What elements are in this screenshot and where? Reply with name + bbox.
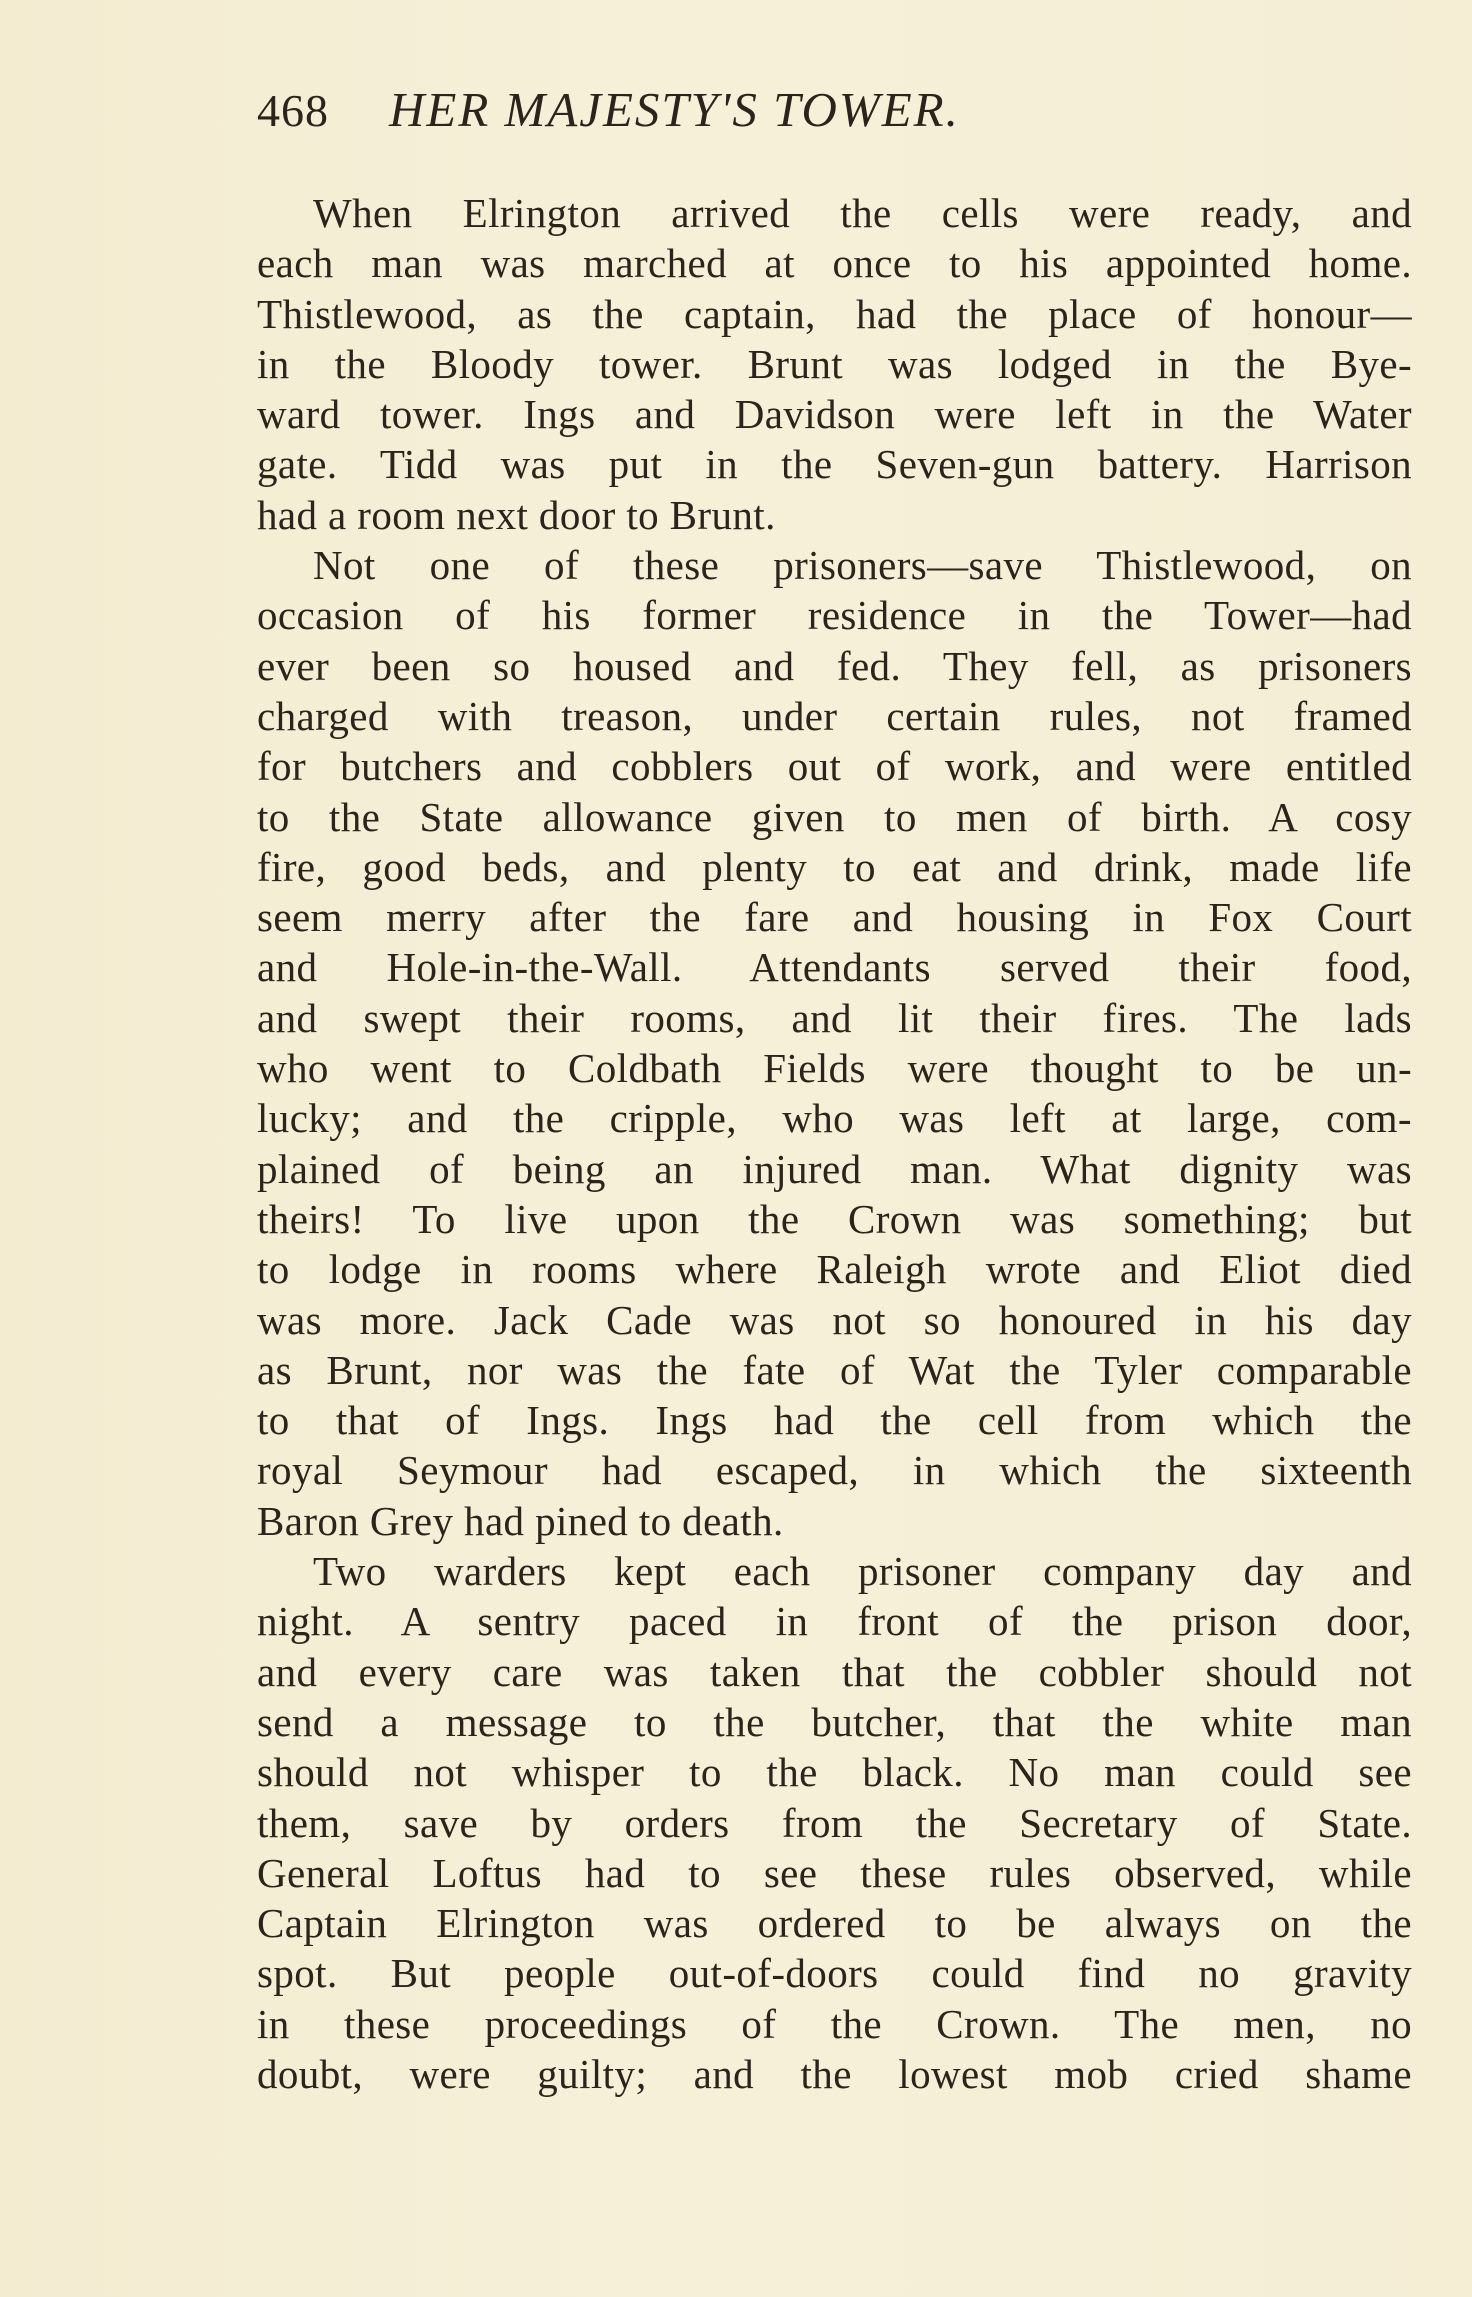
text-line: seem merry after the fare and housing in Fox Court	[257, 894, 1412, 941]
text-line: ever been so housed and fed. They fell, as prisoners	[257, 642, 1412, 689]
text-line: to lodge in rooms where Raleigh wrote and Eliot died	[257, 1246, 1412, 1293]
text-line: ward tower. Ings and Davidson were left in the Water	[257, 391, 1412, 438]
text-line: plained of being an injured man. What dignity was	[257, 1145, 1412, 1192]
text-line: theirs! To live upon the Crown was something; but	[257, 1195, 1412, 1242]
text-line: gate. Tidd was put in the Seven-gun battery. Harrison	[257, 441, 1412, 488]
text-line: for butchers and cobblers out of work, and were entitled	[257, 743, 1412, 790]
page-header	[257, 80, 1257, 140]
text-line: and every care was taken that the cobbler should not	[257, 1648, 1412, 1695]
text-line: and swept their rooms, and lit their fires. The lads	[257, 994, 1412, 1041]
text-line: spot. But people out-of-doors could find no gravity	[257, 1950, 1412, 1997]
text-line: each man was marched at once to his appointed home.	[257, 240, 1412, 287]
running-title: HER MAJESTY'S TOWER.	[389, 82, 960, 137]
text-line: should not whisper to the black. No man could see	[257, 1749, 1412, 1796]
body-text	[257, 188, 1412, 2099]
text-line: occasion of his former residence in the Tower—had	[257, 592, 1412, 639]
text-line: send a message to the butcher, that the white man	[257, 1698, 1412, 1745]
text-line: Baron Grey had pined to death.	[257, 1497, 784, 1544]
text-line: night. A sentry paced in front of the prison door,	[257, 1598, 1412, 1645]
text-line: them, save by orders from the Secretary of State.	[257, 1799, 1412, 1846]
text-line: charged with treason, under certain rules, not framed	[257, 692, 1412, 739]
text-line: lucky; and the cripple, who was left at large, com-	[257, 1095, 1412, 1142]
text-line: Thistlewood, as the captain, had the place of honour—	[257, 290, 1412, 337]
text-line: Two warders kept each prisoner company day and	[313, 1548, 1412, 1595]
text-line: Not one of these prisoners—save Thistlewood, on	[313, 542, 1412, 589]
text-line: who went to Coldbath Fields were thought to be un-	[257, 1045, 1412, 1092]
text-line: and Hole-in-the-Wall. Attendants served their food,	[257, 944, 1412, 991]
text-line: fire, good beds, and plenty to eat and drink, made life	[257, 843, 1412, 890]
text-line: as Brunt, nor was the fate of Wat the Tyler comparable	[257, 1346, 1412, 1393]
text-line: to that of Ings. Ings had the cell from which the	[257, 1397, 1412, 1444]
page-number: 468	[257, 85, 329, 136]
text-line: in these proceedings of the Crown. The men, no	[257, 2000, 1412, 2047]
text-line: doubt, were guilty; and the lowest mob cried shame	[257, 2050, 1412, 2097]
text-line: in the Bloody tower. Brunt was lodged in the Bye-	[257, 340, 1412, 387]
text-line: to the State allowance given to men of birth. A cosy	[257, 793, 1412, 840]
text-line: had a room next door to Brunt.	[257, 491, 776, 538]
text-line: Captain Elrington was ordered to be always on the	[257, 1900, 1412, 1947]
text-line: was more. Jack Cade was not so honoured in his day	[257, 1296, 1412, 1343]
text-line: General Loftus had to see these rules observed, while	[257, 1849, 1412, 1896]
text-line: royal Seymour had escaped, in which the sixteenth	[257, 1447, 1412, 1494]
text-line: When Elrington arrived the cells were ready, and	[313, 190, 1412, 236]
